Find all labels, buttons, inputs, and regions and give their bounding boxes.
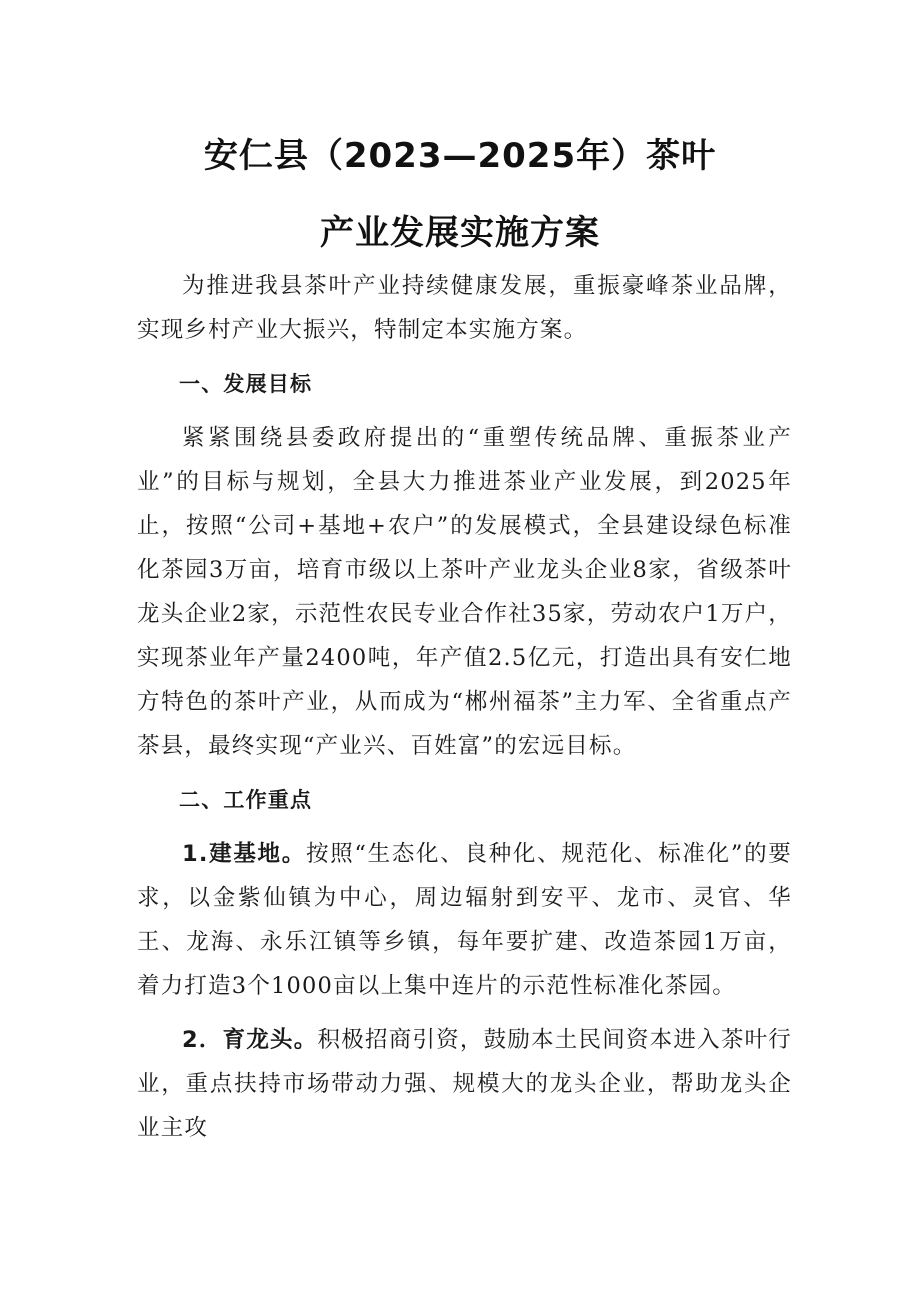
item-cultivate-leaders-lead: 2．育龙头。 <box>182 1027 318 1053</box>
document-title-line1: 安仁县（2023—2025年）茶叶 <box>203 136 717 176</box>
section-heading-goals: 一、发展目标 <box>179 372 313 396</box>
section-heading-work-focus: 二、工作重点 <box>179 788 313 812</box>
item-cultivate-leaders-text: 积极招商引资，鼓励本土民间资本进入茶叶行业，重点扶持市场带动力强、规模大的龙头企业，帮助龙头企业主攻 <box>137 1027 792 1141</box>
item-build-base-text: 按照“生态化、良种化、规范化、标准化”的要求，以金紫仙镇为中心，周边辐射到安平、龙市、灵官、华王、龙海、永乐江镇等乡镇，每年要扩建、改造茶园1万亩，着力打造3个1000亩以上集中连片的示范性标准化茶园。 <box>137 841 792 999</box>
document-title-line2: 产业发展实施方案 <box>320 213 600 253</box>
item-cultivate-leaders <box>137 1018 792 1150</box>
item-build-base <box>137 832 792 1008</box>
goals-paragraph: 紧紧围绕县委政府提出的“重塑传统品牌、重振茶业产业”的目标与规划，全县大力推进茶业产业发展，到2025年止，按照“公司+基地+农户”的发展模式，全县建设绿色标准化茶园3万亩，培育市级以上茶叶产业龙头企业8家，省级茶叶龙头企业2家，示范性农民专业合作社35家，劳动农户1万户，实现茶业年产量2400吨，年产值2.5亿元，打造出具有安仁地方特色的茶叶产业，从而成为“郴州福茶”主力军、全省重点产茶县，最终实现“产业兴、百姓富”的宏远目标。 <box>137 425 792 759</box>
intro-paragraph: 为推进我县茶叶产业持续健康发展，重振豪峰茶业品牌，实现乡村产业大振兴，特制定本实施方案。 <box>137 273 792 343</box>
document-body <box>137 264 792 1160</box>
item-build-base-lead: 1.建基地。 <box>182 841 306 867</box>
